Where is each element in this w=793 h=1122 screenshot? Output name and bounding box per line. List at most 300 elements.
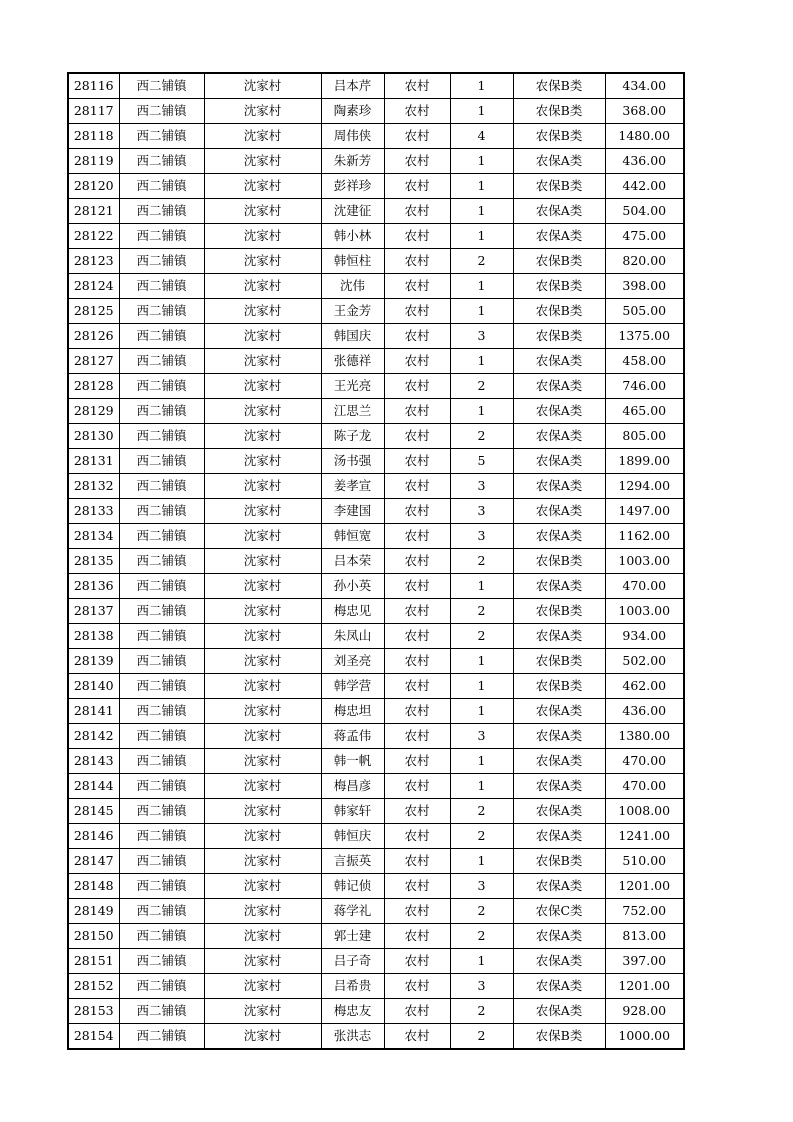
cell-household-type: 农村: [384, 274, 450, 299]
cell-town: 西二铺镇: [119, 449, 204, 474]
cell-category: 农保B类: [513, 674, 605, 699]
cell-village: 沈家村: [204, 549, 321, 574]
table-body: [68, 73, 684, 1049]
cell-id: 28146: [68, 824, 119, 849]
cell-town: 西二铺镇: [119, 899, 204, 924]
cell-amount: 398.00: [605, 274, 684, 299]
cell-town: 西二铺镇: [119, 149, 204, 174]
cell-town: 西二铺镇: [119, 274, 204, 299]
cell-amount: 934.00: [605, 624, 684, 649]
cell-town: 西二铺镇: [119, 124, 204, 149]
cell-name: 吕希贵: [321, 974, 384, 999]
cell-id: 28128: [68, 374, 119, 399]
cell-person-count: 2: [450, 999, 513, 1024]
cell-name: 陶素珍: [321, 99, 384, 124]
table-row: [68, 499, 684, 524]
cell-name: 张德祥: [321, 349, 384, 374]
cell-town: 西二铺镇: [119, 574, 204, 599]
table-row: [68, 574, 684, 599]
cell-id: 28144: [68, 774, 119, 799]
cell-town: 西二铺镇: [119, 73, 204, 99]
cell-town: 西二铺镇: [119, 724, 204, 749]
cell-person-count: 2: [450, 549, 513, 574]
cell-name: 梅忠坦: [321, 699, 384, 724]
cell-category: 农保A类: [513, 424, 605, 449]
cell-household-type: 农村: [384, 549, 450, 574]
cell-household-type: 农村: [384, 174, 450, 199]
cell-id: 28137: [68, 599, 119, 624]
cell-amount: 442.00: [605, 174, 684, 199]
cell-amount: 434.00: [605, 73, 684, 99]
cell-amount: 820.00: [605, 249, 684, 274]
cell-category: 农保A类: [513, 499, 605, 524]
cell-id: 28118: [68, 124, 119, 149]
cell-id: 28123: [68, 249, 119, 274]
cell-household-type: 农村: [384, 224, 450, 249]
table-row: [68, 949, 684, 974]
cell-household-type: 农村: [384, 924, 450, 949]
cell-amount: 470.00: [605, 774, 684, 799]
cell-village: 沈家村: [204, 849, 321, 874]
cell-id: 28129: [68, 399, 119, 424]
cell-category: 农保B类: [513, 99, 605, 124]
cell-amount: 1241.00: [605, 824, 684, 849]
cell-village: 沈家村: [204, 124, 321, 149]
cell-household-type: 农村: [384, 699, 450, 724]
cell-person-count: 1: [450, 174, 513, 199]
cell-town: 西二铺镇: [119, 824, 204, 849]
cell-category: 农保A类: [513, 724, 605, 749]
cell-amount: 746.00: [605, 374, 684, 399]
cell-id: 28149: [68, 899, 119, 924]
cell-town: 西二铺镇: [119, 474, 204, 499]
cell-id: 28121: [68, 199, 119, 224]
benefit-table: [67, 72, 685, 1050]
cell-id: 28135: [68, 549, 119, 574]
table-row: [68, 524, 684, 549]
cell-village: 沈家村: [204, 574, 321, 599]
cell-id: 28120: [68, 174, 119, 199]
cell-id: 28138: [68, 624, 119, 649]
cell-village: 沈家村: [204, 949, 321, 974]
cell-amount: 458.00: [605, 349, 684, 374]
cell-amount: 505.00: [605, 299, 684, 324]
cell-village: 沈家村: [204, 724, 321, 749]
cell-household-type: 农村: [384, 424, 450, 449]
table-row: [68, 974, 684, 999]
table-row: [68, 199, 684, 224]
cell-village: 沈家村: [204, 774, 321, 799]
cell-amount: 397.00: [605, 949, 684, 974]
cell-person-count: 1: [450, 224, 513, 249]
cell-town: 西二铺镇: [119, 549, 204, 574]
cell-person-count: 2: [450, 1024, 513, 1050]
cell-village: 沈家村: [204, 449, 321, 474]
table-row: [68, 224, 684, 249]
table-row: [68, 674, 684, 699]
cell-town: 西二铺镇: [119, 299, 204, 324]
cell-id: 28142: [68, 724, 119, 749]
cell-town: 西二铺镇: [119, 799, 204, 824]
cell-amount: 1480.00: [605, 124, 684, 149]
table-row: [68, 73, 684, 99]
cell-category: 农保A类: [513, 349, 605, 374]
cell-town: 西二铺镇: [119, 524, 204, 549]
cell-village: 沈家村: [204, 524, 321, 549]
cell-village: 沈家村: [204, 474, 321, 499]
cell-household-type: 农村: [384, 749, 450, 774]
cell-village: 沈家村: [204, 349, 321, 374]
cell-name: 孙小英: [321, 574, 384, 599]
cell-amount: 1162.00: [605, 524, 684, 549]
table-row: [68, 1024, 684, 1050]
cell-name: 周伟侠: [321, 124, 384, 149]
table-row: [68, 174, 684, 199]
cell-name: 沈伟: [321, 274, 384, 299]
cell-town: 西二铺镇: [119, 249, 204, 274]
cell-person-count: 1: [450, 274, 513, 299]
cell-category: 农保A类: [513, 949, 605, 974]
table-row: [68, 324, 684, 349]
cell-amount: 502.00: [605, 649, 684, 674]
cell-name: 彭祥珍: [321, 174, 384, 199]
cell-household-type: 农村: [384, 599, 450, 624]
cell-household-type: 农村: [384, 199, 450, 224]
cell-name: 韩家轩: [321, 799, 384, 824]
cell-amount: 475.00: [605, 224, 684, 249]
cell-name: 蒋学礼: [321, 899, 384, 924]
cell-town: 西二铺镇: [119, 999, 204, 1024]
cell-household-type: 农村: [384, 149, 450, 174]
cell-id: 28139: [68, 649, 119, 674]
cell-person-count: 1: [450, 199, 513, 224]
cell-category: 农保A类: [513, 374, 605, 399]
cell-amount: 752.00: [605, 899, 684, 924]
cell-name: 吕本芹: [321, 73, 384, 99]
cell-id: 28143: [68, 749, 119, 774]
table-row: [68, 999, 684, 1024]
cell-amount: 504.00: [605, 199, 684, 224]
cell-name: 刘圣亮: [321, 649, 384, 674]
cell-village: 沈家村: [204, 73, 321, 99]
cell-name: 言振英: [321, 849, 384, 874]
cell-category: 农保A类: [513, 799, 605, 824]
cell-id: 28148: [68, 874, 119, 899]
cell-household-type: 农村: [384, 849, 450, 874]
cell-town: 西二铺镇: [119, 749, 204, 774]
cell-household-type: 农村: [384, 1024, 450, 1050]
cell-household-type: 农村: [384, 349, 450, 374]
table-row: [68, 924, 684, 949]
table-row: [68, 299, 684, 324]
cell-person-count: 2: [450, 374, 513, 399]
cell-village: 沈家村: [204, 199, 321, 224]
cell-village: 沈家村: [204, 624, 321, 649]
cell-id: 28126: [68, 324, 119, 349]
table-row: [68, 449, 684, 474]
cell-household-type: 农村: [384, 474, 450, 499]
cell-town: 西二铺镇: [119, 699, 204, 724]
cell-town: 西二铺镇: [119, 499, 204, 524]
table-row: [68, 424, 684, 449]
cell-amount: 1003.00: [605, 599, 684, 624]
cell-person-count: 1: [450, 774, 513, 799]
cell-town: 西二铺镇: [119, 174, 204, 199]
cell-amount: 470.00: [605, 574, 684, 599]
cell-household-type: 农村: [384, 824, 450, 849]
cell-person-count: 3: [450, 499, 513, 524]
cell-amount: 510.00: [605, 849, 684, 874]
cell-id: 28154: [68, 1024, 119, 1050]
table-row: [68, 149, 684, 174]
cell-person-count: 5: [450, 449, 513, 474]
cell-id: 28150: [68, 924, 119, 949]
cell-name: 张洪志: [321, 1024, 384, 1050]
cell-category: 农保B类: [513, 1024, 605, 1050]
cell-category: 农保B类: [513, 299, 605, 324]
table-row: [68, 874, 684, 899]
cell-category: 农保A类: [513, 824, 605, 849]
document-page: [67, 72, 685, 1050]
cell-name: 朱新芳: [321, 149, 384, 174]
cell-person-count: 1: [450, 649, 513, 674]
cell-village: 沈家村: [204, 874, 321, 899]
cell-amount: 1899.00: [605, 449, 684, 474]
cell-town: 西二铺镇: [119, 649, 204, 674]
cell-id: 28127: [68, 349, 119, 374]
cell-person-count: 4: [450, 124, 513, 149]
cell-village: 沈家村: [204, 899, 321, 924]
cell-id: 28151: [68, 949, 119, 974]
cell-name: 梅昌彦: [321, 774, 384, 799]
cell-person-count: 1: [450, 674, 513, 699]
cell-name: 韩一帆: [321, 749, 384, 774]
cell-household-type: 农村: [384, 574, 450, 599]
cell-household-type: 农村: [384, 774, 450, 799]
cell-id: 28141: [68, 699, 119, 724]
cell-village: 沈家村: [204, 649, 321, 674]
cell-town: 西二铺镇: [119, 949, 204, 974]
cell-category: 农保B类: [513, 849, 605, 874]
cell-category: 农保A类: [513, 999, 605, 1024]
cell-household-type: 农村: [384, 624, 450, 649]
cell-category: 农保B类: [513, 249, 605, 274]
cell-category: 农保A类: [513, 399, 605, 424]
table-row: [68, 399, 684, 424]
table-row: [68, 249, 684, 274]
cell-amount: 813.00: [605, 924, 684, 949]
cell-village: 沈家村: [204, 149, 321, 174]
cell-person-count: 1: [450, 699, 513, 724]
cell-name: 朱凤山: [321, 624, 384, 649]
cell-person-count: 2: [450, 424, 513, 449]
cell-town: 西二铺镇: [119, 974, 204, 999]
cell-person-count: 1: [450, 349, 513, 374]
cell-amount: 470.00: [605, 749, 684, 774]
cell-name: 吕子奇: [321, 949, 384, 974]
cell-person-count: 2: [450, 624, 513, 649]
cell-town: 西二铺镇: [119, 424, 204, 449]
cell-village: 沈家村: [204, 424, 321, 449]
cell-id: 28125: [68, 299, 119, 324]
cell-person-count: 1: [450, 849, 513, 874]
cell-village: 沈家村: [204, 174, 321, 199]
cell-name: 郭士建: [321, 924, 384, 949]
cell-category: 农保B类: [513, 599, 605, 624]
cell-name: 姜孝宣: [321, 474, 384, 499]
cell-name: 江思兰: [321, 399, 384, 424]
cell-town: 西二铺镇: [119, 599, 204, 624]
cell-amount: 1000.00: [605, 1024, 684, 1050]
cell-name: 沈建征: [321, 199, 384, 224]
cell-village: 沈家村: [204, 399, 321, 424]
cell-id: 28145: [68, 799, 119, 824]
cell-person-count: 1: [450, 399, 513, 424]
cell-town: 西二铺镇: [119, 324, 204, 349]
cell-village: 沈家村: [204, 324, 321, 349]
cell-town: 西二铺镇: [119, 1024, 204, 1050]
cell-amount: 1380.00: [605, 724, 684, 749]
cell-village: 沈家村: [204, 224, 321, 249]
cell-category: 农保B类: [513, 174, 605, 199]
cell-village: 沈家村: [204, 799, 321, 824]
cell-town: 西二铺镇: [119, 674, 204, 699]
table-row: [68, 849, 684, 874]
table-row: [68, 699, 684, 724]
cell-category: 农保A类: [513, 224, 605, 249]
cell-town: 西二铺镇: [119, 874, 204, 899]
cell-category: 农保A类: [513, 874, 605, 899]
table-row: [68, 624, 684, 649]
cell-person-count: 2: [450, 924, 513, 949]
cell-household-type: 农村: [384, 724, 450, 749]
cell-id: 28131: [68, 449, 119, 474]
cell-household-type: 农村: [384, 499, 450, 524]
cell-id: 28130: [68, 424, 119, 449]
cell-id: 28134: [68, 524, 119, 549]
cell-village: 沈家村: [204, 974, 321, 999]
cell-category: 农保A类: [513, 199, 605, 224]
cell-amount: 805.00: [605, 424, 684, 449]
cell-category: 农保A类: [513, 524, 605, 549]
table-row: [68, 549, 684, 574]
cell-town: 西二铺镇: [119, 224, 204, 249]
cell-town: 西二铺镇: [119, 349, 204, 374]
cell-id: 28153: [68, 999, 119, 1024]
cell-person-count: 3: [450, 524, 513, 549]
cell-id: 28136: [68, 574, 119, 599]
cell-category: 农保A类: [513, 574, 605, 599]
cell-person-count: 1: [450, 574, 513, 599]
table-row: [68, 474, 684, 499]
cell-household-type: 农村: [384, 124, 450, 149]
cell-town: 西二铺镇: [119, 374, 204, 399]
cell-person-count: 1: [450, 299, 513, 324]
table-row: [68, 774, 684, 799]
cell-amount: 436.00: [605, 149, 684, 174]
cell-person-count: 3: [450, 474, 513, 499]
cell-category: 农保A类: [513, 449, 605, 474]
cell-household-type: 农村: [384, 999, 450, 1024]
table-row: [68, 724, 684, 749]
cell-amount: 436.00: [605, 699, 684, 724]
table-row: [68, 99, 684, 124]
cell-village: 沈家村: [204, 249, 321, 274]
cell-name: 韩小林: [321, 224, 384, 249]
cell-amount: 1294.00: [605, 474, 684, 499]
cell-category: 农保B类: [513, 124, 605, 149]
cell-household-type: 农村: [384, 524, 450, 549]
table-row: [68, 649, 684, 674]
table-row: [68, 749, 684, 774]
cell-village: 沈家村: [204, 99, 321, 124]
table-row: [68, 274, 684, 299]
cell-amount: 1008.00: [605, 799, 684, 824]
cell-town: 西二铺镇: [119, 99, 204, 124]
cell-person-count: 1: [450, 149, 513, 174]
cell-household-type: 农村: [384, 974, 450, 999]
cell-household-type: 农村: [384, 299, 450, 324]
cell-person-count: 1: [450, 749, 513, 774]
cell-village: 沈家村: [204, 274, 321, 299]
cell-amount: 462.00: [605, 674, 684, 699]
cell-id: 28133: [68, 499, 119, 524]
cell-household-type: 农村: [384, 374, 450, 399]
cell-id: 28116: [68, 73, 119, 99]
cell-household-type: 农村: [384, 73, 450, 99]
cell-amount: 1003.00: [605, 549, 684, 574]
table-row: [68, 124, 684, 149]
cell-category: 农保A类: [513, 774, 605, 799]
cell-town: 西二铺镇: [119, 199, 204, 224]
cell-village: 沈家村: [204, 374, 321, 399]
cell-amount: 368.00: [605, 99, 684, 124]
cell-name: 韩恒宽: [321, 524, 384, 549]
cell-name: 韩记侦: [321, 874, 384, 899]
cell-person-count: 3: [450, 874, 513, 899]
cell-id: 28132: [68, 474, 119, 499]
cell-id: 28119: [68, 149, 119, 174]
cell-amount: 1201.00: [605, 874, 684, 899]
cell-household-type: 农村: [384, 949, 450, 974]
cell-category: 农保A类: [513, 474, 605, 499]
cell-person-count: 2: [450, 824, 513, 849]
table-row: [68, 899, 684, 924]
cell-name: 梅忠友: [321, 999, 384, 1024]
cell-person-count: 1: [450, 99, 513, 124]
table-row: [68, 349, 684, 374]
cell-id: 28124: [68, 274, 119, 299]
cell-town: 西二铺镇: [119, 624, 204, 649]
cell-village: 沈家村: [204, 599, 321, 624]
cell-household-type: 农村: [384, 799, 450, 824]
cell-name: 梅忠见: [321, 599, 384, 624]
cell-household-type: 农村: [384, 674, 450, 699]
cell-category: 农保A类: [513, 974, 605, 999]
cell-person-count: 2: [450, 899, 513, 924]
cell-household-type: 农村: [384, 649, 450, 674]
table-row: [68, 374, 684, 399]
cell-name: 韩恒柱: [321, 249, 384, 274]
cell-id: 28117: [68, 99, 119, 124]
cell-household-type: 农村: [384, 249, 450, 274]
cell-village: 沈家村: [204, 674, 321, 699]
table-row: [68, 599, 684, 624]
cell-town: 西二铺镇: [119, 849, 204, 874]
cell-category: 农保B类: [513, 274, 605, 299]
cell-household-type: 农村: [384, 324, 450, 349]
cell-household-type: 农村: [384, 99, 450, 124]
